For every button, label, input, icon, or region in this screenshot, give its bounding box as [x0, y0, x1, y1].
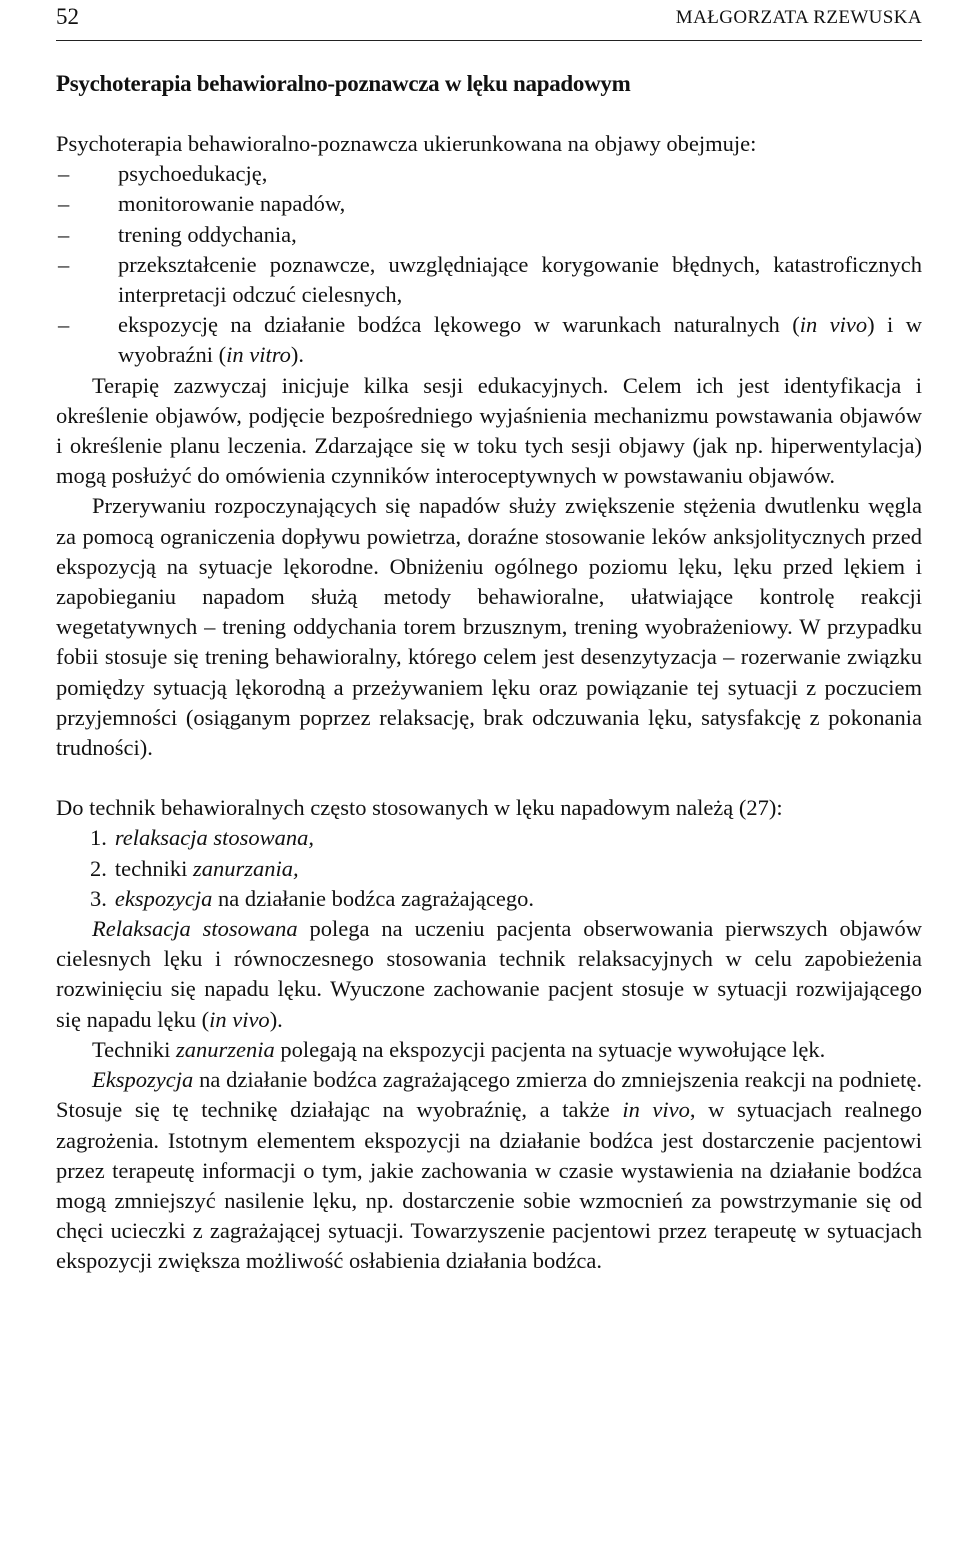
list-item: – ekspozycję na działanie bodźca lękowego w warunkach naturalnych (in vivo) i w wyobraźni (in vitro). [58, 312, 922, 368]
techniques-list [56, 823, 922, 914]
list-item: – psychoedukację, [56, 159, 922, 189]
dash-marker: – [58, 221, 70, 247]
list-item: – przekształcenie poznawcze, uwzględniające korygowanie błędnych, katastroficznych interpretacji odczuć cielesnych, [58, 251, 922, 308]
list-item: 1. relaksacja stosowana, [90, 825, 315, 851]
list-item: 2. techniki zanurzania, [90, 855, 299, 881]
page-number: 52 [56, 4, 79, 29]
section-heading: Psychoterapia behawioralno-poznawcza w lęku napadowym [56, 71, 631, 96]
list-item: – monitorowanie napadów, [56, 189, 922, 219]
running-author: MAŁGORZATA RZEWUSKA [675, 7, 922, 28]
dash-marker: – [58, 161, 70, 187]
paragraph-panic-interruption: Przerywaniu rozpoczynających się napadów służy zwiększenie stężenia dwutlenku węgla za pomocą ograniczenia dopływu powietrza, doraźne stosowanie leków anksjolitycznych przed ekspozycją na sytuacje lękorodne. Obniżeniu ogólnego poziomu lęku, lęku przed lękiem i zapobieganiu napadom służą metody behawioralne, ułatwiające kontrolę reakcji wegetatywnych – trening oddychania torem brzusznym, trening wyobrażeniowy. W przypadku fobii stosuje się trening behawioralny, którego celem jest desenzytyzacja – rozerwanie związku pomiędzy sytuacją lękorodną a przeżywaniem lęku oraz powiązanie tej sytuacji z poczuciem przyjemności (osiąganym poprzez relaksację, brak odczuwania lęku, satysfakcję z pokonania trudności). [56, 493, 922, 761]
body-text [56, 129, 922, 1277]
techniques-intro: Do technik behawioralnych często stosowanych w lęku napadowym należą (27): [56, 795, 783, 821]
list-intro: Psychoterapia behawioralno-poznawcza ukierunkowana na objawy obejmuje: [56, 131, 757, 156]
paragraph-flooding: Techniki zanurzenia polegają na ekspozycji pacjenta na sytuacje wywołujące lęk. [92, 1036, 826, 1062]
symptom-therapy-list [56, 159, 922, 370]
paragraph-education: Terapię zazwyczaj inicjuje kilka sesji edukacyjnych. Celem ich jest identyfikacja i określenie objawów, podjęcie bezpośredniego wyjaśnienia mechanizmu powstawania objawów i określenie planu leczenia. Zdarzające się w toku tych sesji objawy (jak np. hiperwentylacja) mogą posłużyć do omówienia czynników interoceptywnych w powstawaniu objawów. [56, 372, 922, 489]
list-item: 3. ekspozycja na działanie bodźca zagrażającego. [90, 885, 535, 911]
document-page [56, 0, 922, 1277]
paragraph-applied-relaxation: Relaksacja stosowana polega na uczeniu pacjenta obserwowania pierwszych objawów cielesnych lęku i równoczesnego stosowania technik relaksacyjnych w celu zapobieżenia rozwinięciu się napadu lęku. Wyuczone zachowanie pacjent stosuje w sytuacji rozwijającego się napadu lęku (in vivo). [56, 916, 922, 1032]
dash-marker: – [58, 312, 70, 338]
dash-marker: – [58, 191, 70, 217]
paragraph-exposure: Ekspozycja na działanie bodźca zagrażającego zmierza do zmniejszenia reakcji na podnietę. Stosuje się tę technikę działając na wyobraźnię, a także in vivo, w sytuacjach realnego zagrożenia. Istotnym elementem ekspozycji na działanie bodźca jest dostarczenie pacjentowi przez terapeutę informacji o tym, jakie zachowania w czasie wystawienia na działanie bodźca mogą zmniejszyć nasilenie lęku, np. dostarczenie sobie wzmocnień za powstrzymanie się od chęci ucieczki z zagrażającej sytuacji. Towarzyszenie pacjentowi przez terapeutę w sytuacjach ekspozycji zwiększa możliwość osłabienia działania bodźca. [56, 1067, 922, 1274]
list-item: – trening oddychania, [56, 220, 922, 250]
dash-marker: – [58, 251, 70, 277]
running-header [56, 0, 922, 41]
